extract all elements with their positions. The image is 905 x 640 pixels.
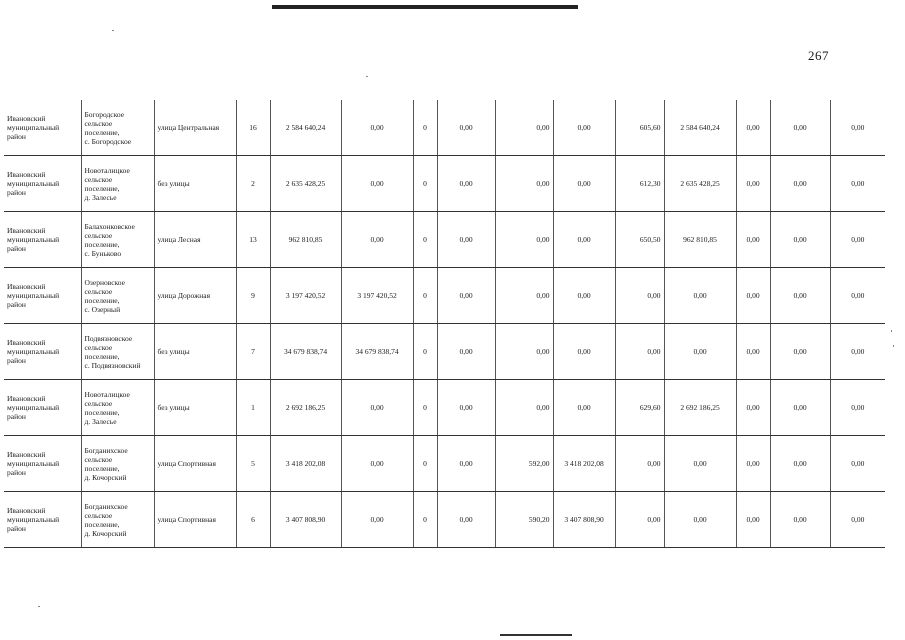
cell-area: 0,00	[615, 268, 664, 324]
cell-district: Ивановский муниципальный район	[4, 380, 81, 436]
scan-artifact-bottom-bar	[500, 634, 572, 636]
table-row	[4, 268, 885, 324]
cell-value: 0,00	[495, 156, 553, 212]
cell-total: 2 584 640,24	[270, 100, 341, 156]
cell-count: 5	[236, 436, 270, 492]
cell-value: 0,00	[495, 100, 553, 156]
cell-settlement: Новоталицкое сельское поселение, д. Залесье	[81, 156, 154, 212]
cell-street: улица Центральная	[154, 100, 236, 156]
cell-value: 0,00	[341, 492, 413, 548]
cell-value: 0,00	[736, 268, 770, 324]
scan-speck	[366, 76, 368, 77]
cell-value: 3 407 808,90	[553, 492, 615, 548]
cell-value: 3 418 202,08	[553, 436, 615, 492]
cell-value: 0,00	[437, 268, 495, 324]
cell-value: 0,00	[341, 212, 413, 268]
cell-count: 9	[236, 268, 270, 324]
cell-count: 1	[236, 380, 270, 436]
cell-value: 0	[413, 380, 437, 436]
cell-value: 0	[413, 324, 437, 380]
cell-street: улица Дорожная	[154, 268, 236, 324]
cell-settlement: Балахонковское сельское поселение, с. Буньково	[81, 212, 154, 268]
cell-settlement: Озерновское сельское поселение, с. Озерный	[81, 268, 154, 324]
cell-sum: 962 810,85	[664, 212, 736, 268]
cell-value: 0,00	[770, 436, 830, 492]
cell-value: 0,00	[437, 100, 495, 156]
cell-value: 0,00	[495, 380, 553, 436]
cell-value: 0,00	[770, 212, 830, 268]
cell-district: Ивановский муниципальный район	[4, 212, 81, 268]
cell-value: 0,00	[553, 156, 615, 212]
cell-sum: 2 584 640,24	[664, 100, 736, 156]
table-row	[4, 436, 885, 492]
cell-district: Ивановский муниципальный район	[4, 156, 81, 212]
cell-value: 0,00	[437, 156, 495, 212]
cell-value: 0,00	[736, 492, 770, 548]
scan-speck	[893, 345, 894, 347]
cell-count: 2	[236, 156, 270, 212]
cell-value: 0,00	[830, 100, 885, 156]
cell-value: 0	[413, 268, 437, 324]
cell-street: без улицы	[154, 324, 236, 380]
cell-value: 0,00	[341, 100, 413, 156]
cell-settlement: Богданихское сельское поселение, д. Кочорский	[81, 492, 154, 548]
cell-value: 0,00	[553, 324, 615, 380]
cell-value: 0,00	[341, 380, 413, 436]
cell-value: 0,00	[553, 212, 615, 268]
cell-value: 0,00	[736, 436, 770, 492]
cell-street: улица Спортивная	[154, 492, 236, 548]
cell-value: 0,00	[736, 156, 770, 212]
cell-value: 0,00	[341, 436, 413, 492]
cell-value: 0	[413, 212, 437, 268]
cell-value: 0	[413, 156, 437, 212]
cell-value: 0,00	[736, 380, 770, 436]
cell-total: 3 407 808,90	[270, 492, 341, 548]
cell-value: 0	[413, 100, 437, 156]
cell-value: 0,00	[770, 492, 830, 548]
cell-total: 962 810,85	[270, 212, 341, 268]
page-number: 267	[808, 48, 829, 63]
cell-value: 0,00	[830, 212, 885, 268]
cell-district: Ивановский муниципальный район	[4, 436, 81, 492]
cell-district: Ивановский муниципальный район	[4, 268, 81, 324]
cell-value: 0,00	[830, 492, 885, 548]
cell-value: 0,00	[770, 268, 830, 324]
cell-value: 0,00	[437, 436, 495, 492]
cell-value: 0,00	[495, 324, 553, 380]
cell-sum: 0,00	[664, 324, 736, 380]
cell-value: 0,00	[437, 324, 495, 380]
cell-value: 3 197 420,52	[341, 268, 413, 324]
cell-total: 2 635 428,25	[270, 156, 341, 212]
scan-speck	[112, 30, 114, 31]
cell-value: 0,00	[770, 156, 830, 212]
cell-count: 13	[236, 212, 270, 268]
cell-count: 6	[236, 492, 270, 548]
table-row	[4, 100, 885, 156]
cell-street: без улицы	[154, 380, 236, 436]
table-row	[4, 380, 885, 436]
cell-total: 2 692 186,25	[270, 380, 341, 436]
cell-value: 0,00	[553, 100, 615, 156]
cell-value: 0,00	[495, 268, 553, 324]
cell-value: 0,00	[830, 380, 885, 436]
cell-total: 3 418 202,08	[270, 436, 341, 492]
cell-value: 0	[413, 436, 437, 492]
cell-value: 0,00	[770, 380, 830, 436]
cell-value: 0,00	[553, 268, 615, 324]
scan-artifact-top-bar	[272, 5, 578, 9]
cell-area: 650,50	[615, 212, 664, 268]
cell-sum: 0,00	[664, 268, 736, 324]
cell-count: 7	[236, 324, 270, 380]
cell-count: 16	[236, 100, 270, 156]
cell-area: 0,00	[615, 492, 664, 548]
cell-value: 590,20	[495, 492, 553, 548]
cell-sum: 2 635 428,25	[664, 156, 736, 212]
cell-value: 0,00	[437, 380, 495, 436]
cell-value: 0,00	[830, 268, 885, 324]
table-row	[4, 324, 885, 380]
scan-speck	[38, 606, 40, 607]
table-row	[4, 156, 885, 212]
cell-settlement: Богородское сельское поселение, с. Богородское	[81, 100, 154, 156]
scan-speck	[891, 330, 892, 332]
cell-value: 0,00	[830, 156, 885, 212]
cell-area: 0,00	[615, 324, 664, 380]
cell-value: 0	[413, 492, 437, 548]
cell-value: 0,00	[437, 492, 495, 548]
data-table	[4, 100, 885, 548]
cell-street: без улицы	[154, 156, 236, 212]
cell-settlement: Богданихское сельское поселение, д. Кочорский	[81, 436, 154, 492]
cell-settlement: Подвязновское сельское поселение, с. Подвязновский	[81, 324, 154, 380]
cell-sum: 0,00	[664, 492, 736, 548]
table-body	[4, 100, 885, 548]
cell-value: 0,00	[553, 380, 615, 436]
cell-area: 612,30	[615, 156, 664, 212]
cell-area: 0,00	[615, 436, 664, 492]
cell-value: 0,00	[437, 212, 495, 268]
cell-sum: 0,00	[664, 436, 736, 492]
cell-sum: 2 692 186,25	[664, 380, 736, 436]
cell-area: 605,60	[615, 100, 664, 156]
cell-value: 0,00	[770, 100, 830, 156]
cell-street: улица Спортивная	[154, 436, 236, 492]
cell-total: 3 197 420,52	[270, 268, 341, 324]
cell-value: 592,00	[495, 436, 553, 492]
cell-value: 0,00	[830, 436, 885, 492]
cell-value: 0,00	[736, 100, 770, 156]
cell-value: 0,00	[770, 324, 830, 380]
cell-street: улица Лесная	[154, 212, 236, 268]
table-row	[4, 492, 885, 548]
cell-value: 0,00	[736, 324, 770, 380]
cell-district: Ивановский муниципальный район	[4, 492, 81, 548]
cell-district: Ивановский муниципальный район	[4, 324, 81, 380]
cell-value: 0,00	[830, 324, 885, 380]
cell-value: 0,00	[341, 156, 413, 212]
cell-area: 629,60	[615, 380, 664, 436]
cell-settlement: Новоталицкое сельское поселение, д. Залесье	[81, 380, 154, 436]
cell-district: Ивановский муниципальный район	[4, 100, 81, 156]
cell-value: 0,00	[495, 212, 553, 268]
cell-value: 34 679 838,74	[341, 324, 413, 380]
table-row	[4, 212, 885, 268]
cell-value: 0,00	[736, 212, 770, 268]
cell-total: 34 679 838,74	[270, 324, 341, 380]
